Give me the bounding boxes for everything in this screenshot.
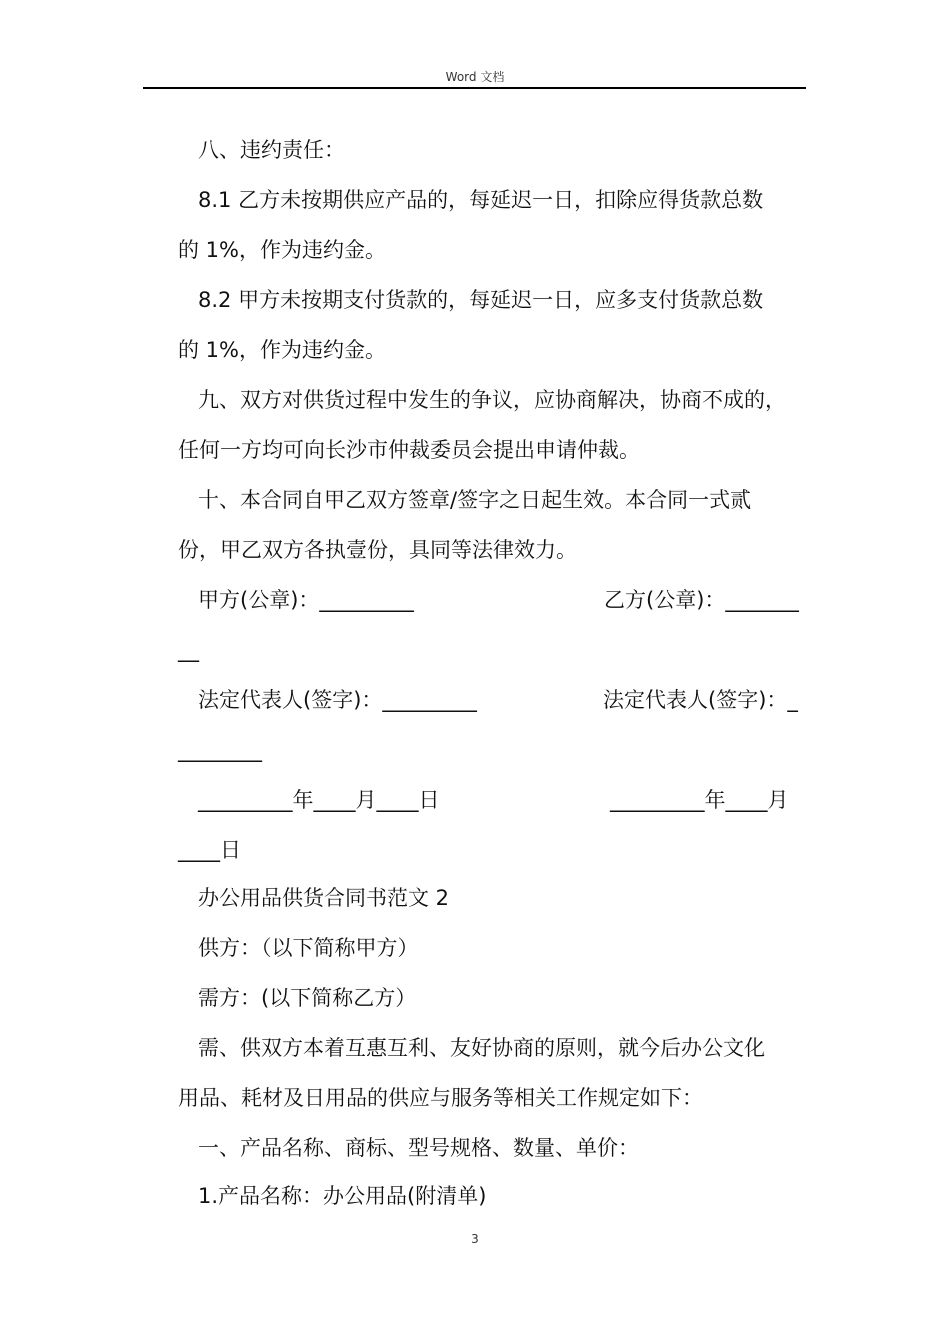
section-10-line-1: 十、本合同自甲乙双方签章/签字之日起生效。本合同一式贰 (198, 488, 752, 512)
clause-8-1-line-1: 8.1 乙方未按期供应产品的，每延迟一日，扣除应得货款总数 (198, 188, 764, 212)
section-9-line-1: 九、双方对供货过程中发生的争议，应协商解决，协商不成的， (198, 388, 786, 412)
section-1-heading: 一、产品名称、商标、型号规格、数量、单价： (198, 1136, 639, 1160)
section-10-line-2: 份，甲乙双方各执壹份，具同等法律效力。 (178, 538, 577, 562)
party-b-date-field-continued: ____日 (178, 838, 241, 862)
supplier-line: 供方：（以下简称甲方） (198, 936, 419, 960)
clause-8-2-line-1: 8.2 甲方未按期支付货款的，每延迟一日，应多支付货款总数 (198, 288, 764, 312)
buyer-line: 需方：(以下简称乙方） (198, 986, 417, 1010)
page-number: 3 (471, 1232, 479, 1246)
page-header-title: Word 文档 (445, 70, 505, 84)
party-b-date-field: _________年____月 (610, 788, 789, 812)
party-a-representative-field: 法定代表人(签字)：_________ (198, 688, 477, 712)
party-a-seal-field: 甲方(公章)：_________ (198, 588, 414, 612)
section-9-line-2: 任何一方均可向长沙市仲裁委员会提出申请仲裁。 (178, 438, 640, 462)
party-b-representative-field-continued: ________ (178, 738, 262, 762)
clause-8-1-line-2: 的 1%，作为违约金。 (178, 238, 386, 262)
product-name-line: 1.产品名称：办公用品(附清单) (198, 1184, 487, 1208)
header-divider (143, 87, 806, 89)
section-8-heading: 八、违约责任： (198, 138, 345, 162)
party-a-date-field: _________年____月____日 (198, 788, 440, 812)
intro-paragraph-line-1: 需、供双方本着互惠互利、友好协商的原则，就今后办公文化 (198, 1036, 765, 1060)
sample-2-title: 办公用品供货合同书范文 2 (198, 886, 450, 910)
party-b-seal-field: 乙方(公章)：_______ (604, 588, 799, 612)
party-b-representative-field: 法定代表人(签字)：_ (603, 688, 798, 712)
intro-paragraph-line-2: 用品、耗材及日用品的供应与服务等相关工作规定如下： (178, 1086, 703, 1110)
party-b-seal-field-continued: __ (178, 638, 199, 662)
clause-8-2-line-2: 的 1%，作为违约金。 (178, 338, 386, 362)
